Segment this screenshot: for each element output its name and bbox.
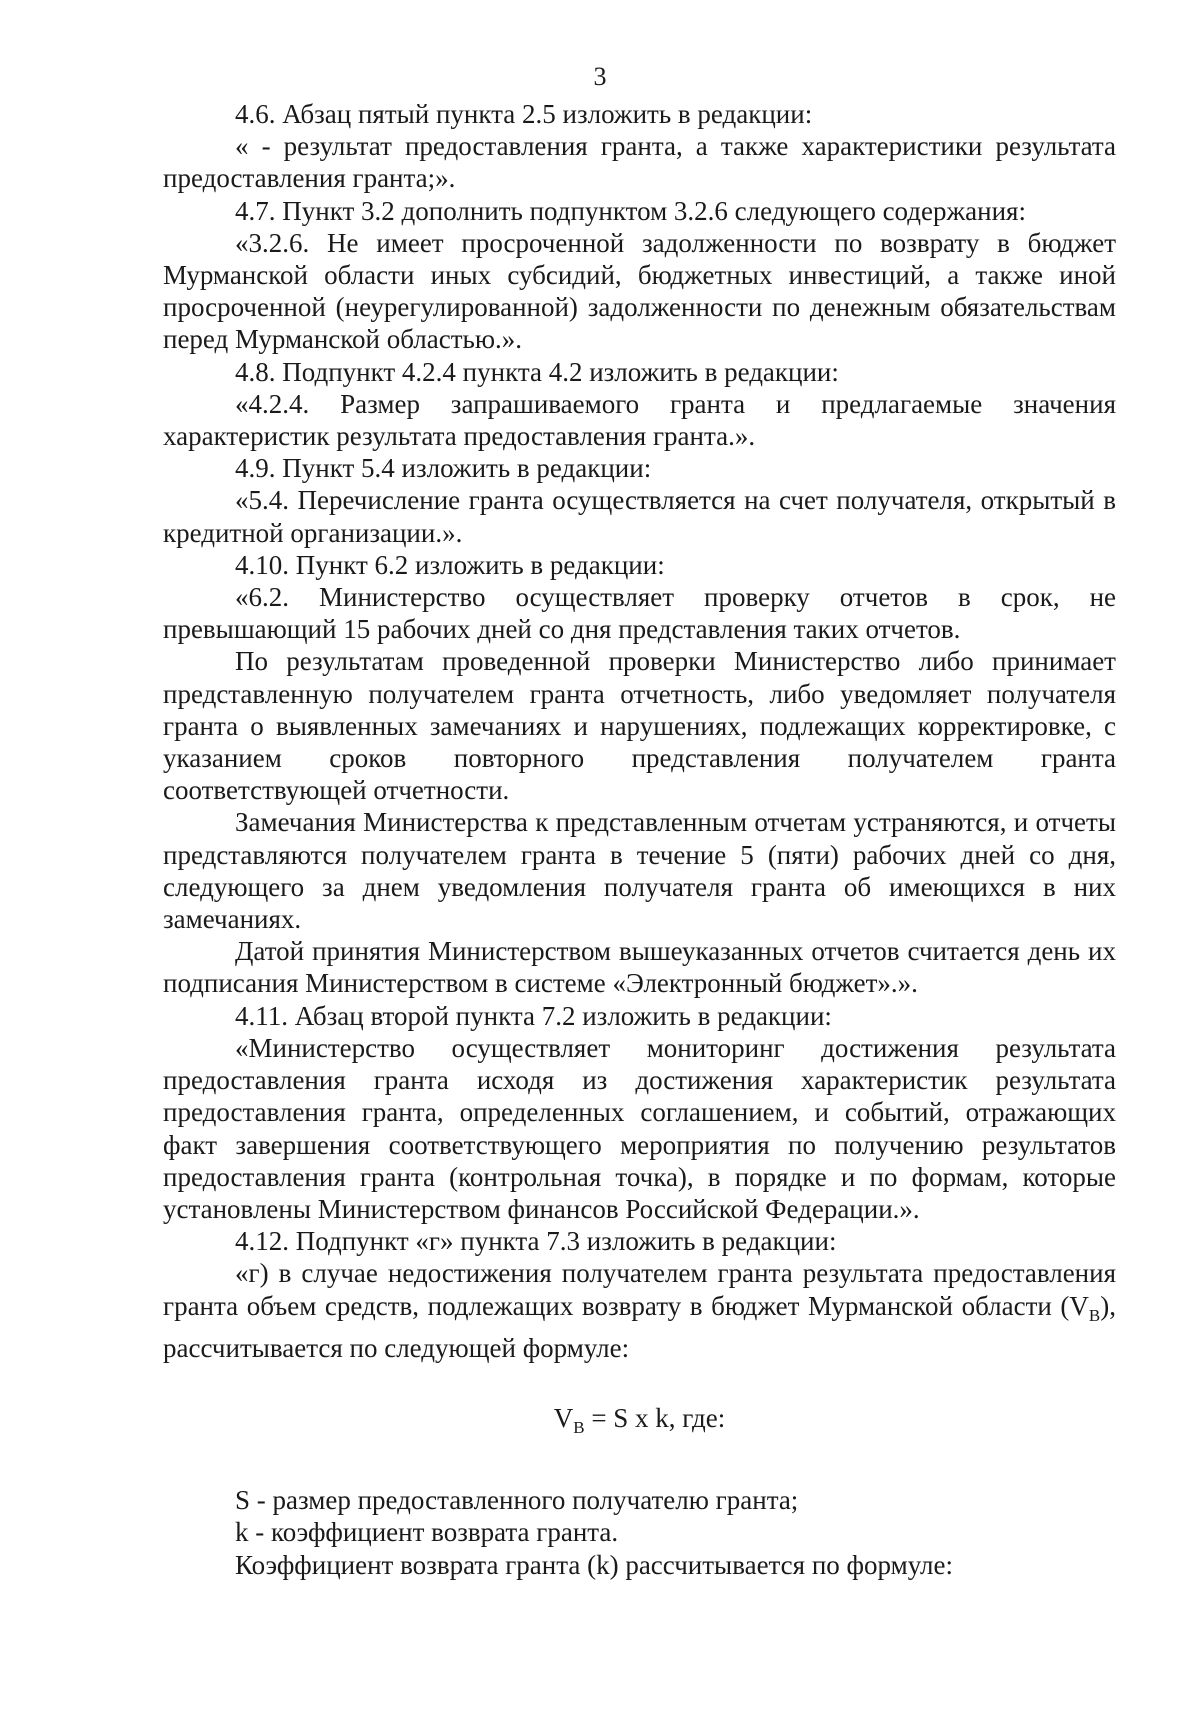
coefficient-formula-intro: Коэффициент возврата гранта (k) рассчитывается по формуле: <box>235 1549 953 1580</box>
paragraph-4-6: 4.6. Абзац пятый пункта 2.5 изложить в редакции: <box>235 99 813 129</box>
paragraph-4-10: 4.10. Пункт 6.2 изложить в редакции: <box>235 549 665 580</box>
paragraph-quote-4-2-4: «4.2.4. Размер запрашиваемого гранта и предлагаемые значения характеристик результата предоставления гранта.». <box>163 388 1116 452</box>
page-number: 3 <box>593 62 607 91</box>
formula-lhs: V <box>553 1402 574 1433</box>
formula-lhs-subscript: B <box>573 1417 585 1437</box>
quote-g-text: «г) в случае недостижения получателем гранта результата предоставления гранта объем средств, подлежащих возврату в бюджет Мурманской области (V <box>163 1258 1116 1321</box>
definitions <box>163 1484 1116 1581</box>
paragraph-review-results: По результатам проведенной проверки Министерство либо принимает представленную получателем гранта отчетность, либо уведомляет получателя гранта о выявленных замечаниях и нарушениях, подлежащих корректировке, с указанием сроков повторного представления получателем гранта соответствующей отчетности. <box>163 646 1116 806</box>
formula-rhs: = S x k, где: <box>584 1402 726 1433</box>
paragraph-quote-5-4: «5.4. Перечисление гранта осуществляется на счет получателя, открытый в кредитной организации.». <box>163 485 1116 548</box>
paragraph-quote-g <box>163 1257 1116 1364</box>
paragraph-quote-6-2: «6.2. Министерство осуществляет проверку отчетов в срок, не превышающий 15 рабочих дней со дня представления таких отчетов. <box>163 582 1116 645</box>
paragraph-4-11: 4.11. Абзац второй пункта 7.2 изложить в редакции: <box>235 1000 832 1031</box>
definition-s: S - размер предоставленного получателю гранта; <box>235 1485 799 1516</box>
paragraph-quote-3-2-6: «3.2.6. Не имеет просроченной задолженности по возврату в бюджет Мурманской области иных субсидий, бюджетных инвестиций, а также иной просроченной (неурегулированной) задолженности по денежным обязательствам перед Мурманской областью.». <box>163 227 1116 355</box>
document-body <box>163 98 1116 1581</box>
paragraph-4-12: 4.12. Подпункт «г» пункта 7.3 изложить в редакции: <box>235 1226 837 1257</box>
paragraph-acceptance-date: Датой принятия Министерством вышеуказанных отчетов считается день их подписания Министерством в системе «Электронный бюджет».». <box>163 936 1116 999</box>
paragraph-4-7: 4.7. Пункт 3.2 дополнить подпунктом 3.2.6 следующего содержания: <box>235 195 1026 226</box>
quote-g-subscript: B <box>1088 1305 1101 1325</box>
paragraph-remarks: Замечания Министерства к представленным отчетам устраняются, и отчеты представляются получателем гранта в течение 5 (пяти) рабочих дней со дня, следующего за днем уведомления получателя гранта об имеющихся в них замечаниях. <box>163 807 1116 935</box>
definition-k: k - коэффициент возврата гранта. <box>235 1517 619 1548</box>
paragraph-quote-monitoring: «Министерство осуществляет мониторинг достижения результата предоставления гранта исходя из достижения характеристик результата предоставления гранта, определенных соглашением, и событий, отражающих факт завершения соответствующего мероприятия по получению результатов предоставления гранта (контрольная точка), в порядке и по формам, которые установлены Министерством финансов Российской Федерации.». <box>163 1032 1116 1224</box>
formula-vb <box>163 1402 1116 1444</box>
quote-g-tail: ), рассчитывается по следующей формуле: <box>163 1290 1116 1363</box>
paragraph-4-9: 4.9. Пункт 5.4 изложить в редакции: <box>235 453 652 484</box>
paragraph-4-8: 4.8. Подпункт 4.2.4 пункта 4.2 изложить в редакции: <box>235 356 839 387</box>
paragraph-quote-2-5: « - результат предоставления гранта, а также характеристики результата предоставления гранта;». <box>163 131 1116 194</box>
